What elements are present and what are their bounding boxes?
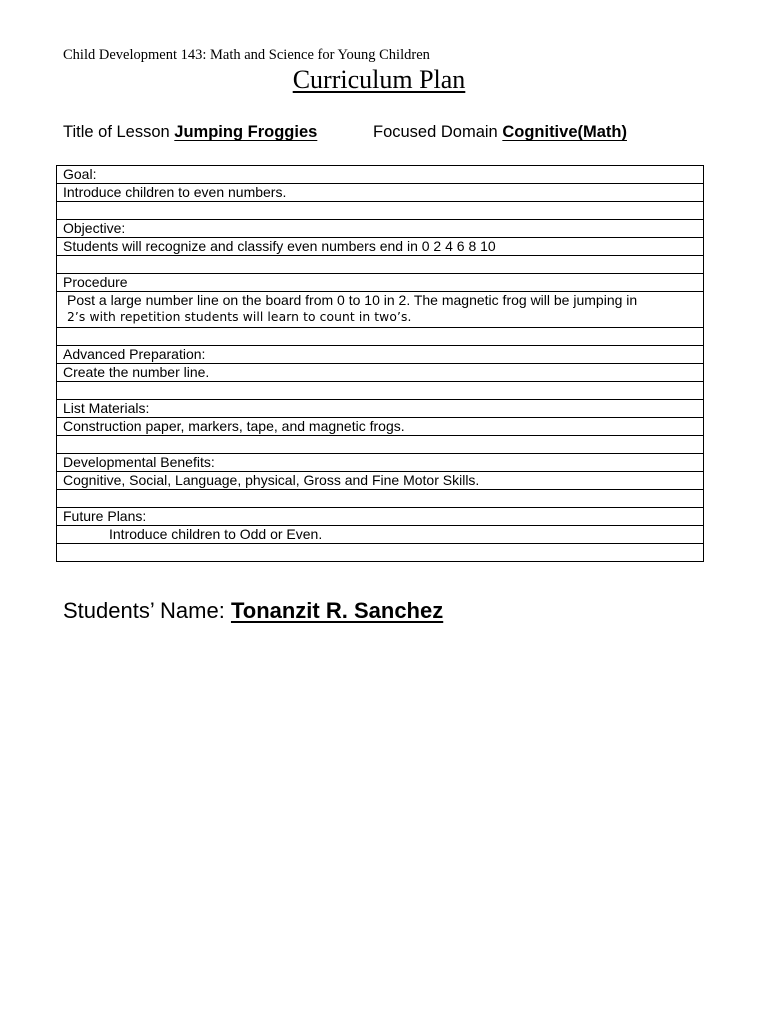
table-row bbox=[57, 508, 704, 526]
empty-cell bbox=[57, 328, 704, 346]
table-row-spacer bbox=[57, 436, 704, 454]
lesson-info-line bbox=[63, 123, 627, 142]
student-name-line bbox=[63, 598, 443, 624]
future-plans-body: Introduce children to Odd or Even. bbox=[57, 526, 704, 544]
table-row bbox=[57, 274, 704, 292]
table-row bbox=[57, 454, 704, 472]
table-row bbox=[57, 346, 704, 364]
focused-domain-value: Cognitive(Math) bbox=[502, 123, 627, 141]
table-row-spacer bbox=[57, 256, 704, 274]
objective-body: Students will recognize and classify even numbers end in 0 2 4 6 8 10 bbox=[57, 238, 704, 256]
course-title: Child Development 143: Math and Science for Young Children bbox=[63, 47, 430, 63]
table-row bbox=[57, 526, 704, 544]
table-row bbox=[57, 220, 704, 238]
procedure-body-line1: Post a large number line on the board from 0 to 10 in 2. The magnetic frog will be jumping in bbox=[67, 292, 638, 308]
empty-cell bbox=[57, 382, 704, 400]
table-row bbox=[57, 292, 704, 328]
student-name-value: Tonanzit R. Sanchez bbox=[230, 598, 444, 623]
benefits-heading: Developmental Benefits: bbox=[57, 454, 704, 472]
lesson-title-label: Title of Lesson bbox=[63, 123, 170, 141]
materials-heading: List Materials: bbox=[57, 400, 704, 418]
empty-cell bbox=[57, 202, 704, 220]
table-row bbox=[57, 364, 704, 382]
materials-body: Construction paper, markers, tape, and magnetic frogs. bbox=[57, 418, 704, 436]
page-title: Curriculum Plan bbox=[292, 65, 466, 94]
table-row bbox=[57, 418, 704, 436]
empty-cell bbox=[57, 256, 704, 274]
objective-heading: Objective: bbox=[57, 220, 704, 238]
table-row bbox=[57, 238, 704, 256]
table-row-spacer bbox=[57, 544, 704, 562]
procedure-heading: Procedure bbox=[57, 274, 704, 292]
lesson-title-value: Jumping Froggies bbox=[174, 123, 318, 141]
table-row-spacer bbox=[57, 328, 704, 346]
table-row-spacer bbox=[57, 490, 704, 508]
empty-cell bbox=[57, 436, 704, 454]
advanced-preparation-heading: Advanced Preparation: bbox=[57, 346, 704, 364]
advanced-preparation-body: Create the number line. bbox=[57, 364, 704, 382]
table-row bbox=[57, 184, 704, 202]
focused-domain-label: Focused Domain bbox=[373, 123, 498, 141]
goal-heading: Goal: bbox=[57, 166, 704, 184]
procedure-body bbox=[57, 292, 704, 328]
procedure-body-line2: 2’s with repetition students will learn to count in two’s. bbox=[67, 310, 412, 324]
empty-cell bbox=[57, 490, 704, 508]
benefits-body: Cognitive, Social, Language, physical, Gross and Fine Motor Skills. bbox=[57, 472, 704, 490]
table-row bbox=[57, 472, 704, 490]
table-row-spacer bbox=[57, 202, 704, 220]
curriculum-plan-table bbox=[56, 165, 704, 562]
student-name-label: Students’ Name: bbox=[63, 598, 225, 623]
empty-cell bbox=[57, 544, 704, 562]
table-row bbox=[57, 166, 704, 184]
table-row bbox=[57, 400, 704, 418]
table-row-spacer bbox=[57, 382, 704, 400]
goal-body: Introduce children to even numbers. bbox=[57, 184, 704, 202]
future-plans-heading: Future Plans: bbox=[57, 508, 704, 526]
focused-domain bbox=[373, 123, 627, 142]
